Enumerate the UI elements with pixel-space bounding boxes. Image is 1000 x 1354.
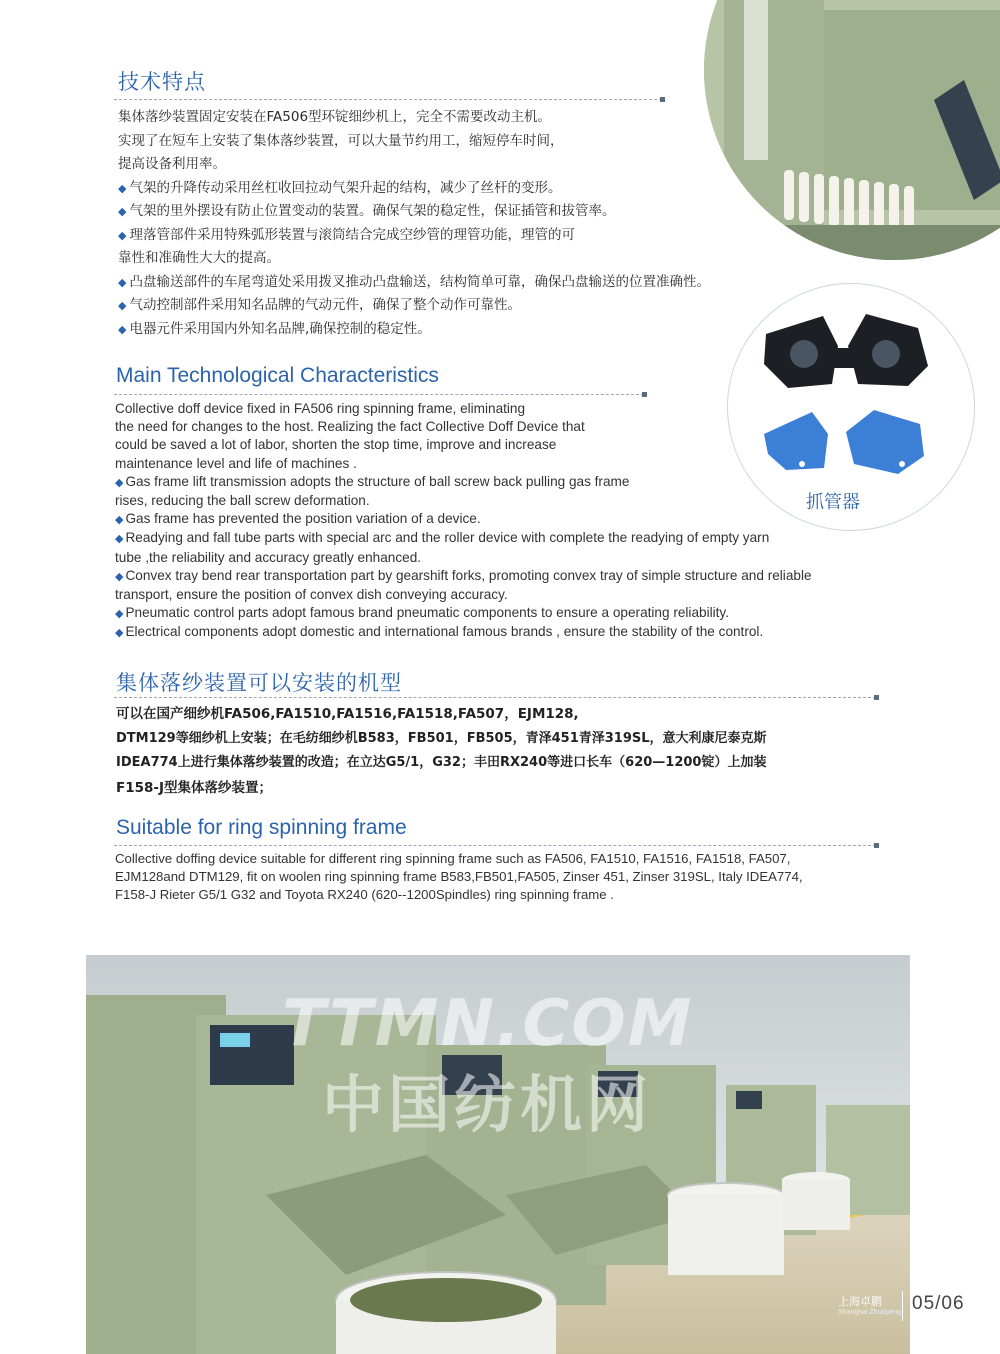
models-cn-body — [116, 702, 896, 800]
models-en-line: Collective doffing device suitable for different ring spinning frame such as FA506, FA1510, FA1516, FA1518, FA507, — [115, 851, 791, 866]
tech-en-line: transport, ensure the position of convex dish conveying accuracy. — [115, 587, 508, 603]
models-cn-line: F158-J型集体落纱装置； — [116, 779, 273, 796]
models-cn-line: 可以在国产细纱机FA506,FA1510,FA1516,FA1518,FA507，EJM128, — [116, 706, 579, 722]
models-en-body — [115, 850, 905, 905]
rule-dot — [874, 843, 879, 848]
footer-company-cn: 上海卓鹏 — [838, 1295, 882, 1308]
models-cn-line: IDEA774上进行集体落纱装置的改造；在立达G5/1，G32；丰田RX240等进口长车（620—1200锭）上加装 — [116, 755, 767, 770]
title-rule — [114, 394, 644, 395]
tech-en-line: ◆ Gas frame has prevented the position variation of a device. — [115, 511, 481, 527]
section-title-tech-en: Main Technological Characteristics — [116, 364, 439, 387]
tech-en-line: ◆ Convex tray bend rear transportation part by gearshift forks, promoting convex tray of simple structure and reliable — [115, 567, 812, 583]
section-title-models-cn: 集体落纱装置可以安装的机型 — [116, 671, 402, 695]
diamond-bullet-icon: ◆ — [118, 181, 127, 195]
section-title-models-en: Suitable for ring spinning frame — [116, 816, 407, 839]
tech-en-intro-1: Collective doff device fixed in FA506 ring spinning frame, eliminating — [115, 401, 526, 416]
diamond-bullet-icon: ◆ — [115, 476, 124, 489]
diamond-bullet-icon: ◆ — [115, 533, 124, 546]
tech-cn-bullet: ◆ 理落管部件采用特殊弧形装置与滚筒结合完成空纱管的理管功能，理管的可 — [118, 226, 575, 243]
title-rule — [114, 99, 662, 100]
models-cn-line: DTM129等细纱机上安装；在毛纺细纱机B583，FB501，FB505，青泽451青泽319SL，意大利康尼泰克斯 — [116, 730, 767, 746]
tech-cn-bullet-cont: 靠性和准确性大大的提高。 — [118, 250, 280, 266]
diamond-bullet-icon: ◆ — [118, 228, 127, 242]
diamond-bullet-icon: ◆ — [115, 514, 124, 527]
tech-en-line: ◆ Pneumatic control parts adopt famous brand pneumatic components to ensure a operating reliability. — [115, 605, 729, 621]
tech-en-lines — [115, 473, 885, 643]
tech-en-intro-2: the need for changes to the host. Realizing the fact Collective Doff Device that — [115, 419, 585, 435]
tech-cn-bullet: ◆ 电器元件采用国内外知名品牌,确保控制的稳定性。 — [118, 320, 431, 337]
tech-cn-intro-2: 实现了在短车上安装了集体落纱装置，可以大量节约用工，缩短停车时间， — [118, 132, 564, 149]
diamond-bullet-icon: ◆ — [118, 299, 127, 312]
tech-cn-intro-1: 集体落纱装置固定安装在FA506型环锭细纱机上，完全不需要改动主机。 — [118, 109, 552, 125]
models-en-line: F158-J Rieter G5/1 G32 and Toyota RX240 (620--1200Spindles) ring spinning frame . — [115, 887, 614, 903]
diamond-bullet-icon: ◆ — [115, 608, 124, 621]
watermark-cn: 中国纺机网 — [322, 1068, 653, 1141]
watermark-domain: TTMN.COM — [282, 987, 694, 1061]
page-number: 05/06 — [912, 1293, 965, 1314]
tech-cn-bullet: ◆ 凸盘输送部件的车尾弯道处采用拨叉推动凸盘输送，结构简单可靠，确保凸盘输送的位置准确性。 — [118, 273, 710, 290]
diamond-bullet-icon: ◆ — [118, 322, 127, 336]
tech-en-line: ◆ Gas frame lift transmission adopts the structure of ball screw back pulling gas frame — [115, 473, 630, 489]
section-title-tech-cn: 技术特点 — [118, 70, 206, 94]
diamond-bullet-icon: ◆ — [118, 205, 127, 218]
factory-photo — [86, 955, 910, 1354]
tech-cn-bullet: ◆ 气架的升降传动采用丝杠收回拉动气架升起的结构，减少了丝杆的变形。 — [118, 179, 562, 196]
gripper-caption: 抓管器 — [806, 492, 860, 513]
diamond-bullet-icon: ◆ — [118, 275, 127, 289]
tech-en-line: ◆ Readying and fall tube parts with special arc and the roller device with complete the readying of empty yarn — [115, 530, 770, 546]
tech-cn-intro-3: 提高设备利用率。 — [118, 156, 226, 172]
tech-en-line: tube ,the reliability and accuracy greatly enhanced. — [115, 549, 422, 565]
rule-dot — [642, 392, 647, 397]
footer-divider — [902, 1291, 903, 1321]
tech-cn-bullet: ◆ 气架的里外摆设有防止位置变动的装置。确保气架的稳定性，保证插管和拔管率。 — [118, 203, 616, 219]
tech-cn-body — [118, 106, 758, 341]
tech-cn-bullet: ◆ 气动控制部件采用知名品牌的气动元件，确保了整个动作可靠性。 — [118, 297, 521, 313]
rule-dot — [874, 695, 879, 700]
title-rule — [114, 697, 876, 698]
tech-en-intro-3: could be saved a lot of labor, shorten the stop time, improve and increase — [115, 437, 557, 453]
rule-dot — [660, 97, 665, 102]
title-rule — [114, 845, 876, 846]
footer-company-en: Shanghai Zhuopeng — [838, 1309, 902, 1316]
diamond-bullet-icon: ◆ — [115, 627, 124, 640]
tech-en-line: rises, reducing the ball screw deformation. — [115, 493, 370, 509]
diamond-bullet-icon: ◆ — [115, 570, 124, 583]
models-en-line: EJM128and DTM129, fit on woolen ring spinning frame B583,FB501,FA505, Zinser 451, Zinser 319SL, Italy IDEA774, — [115, 869, 803, 885]
tech-en-intro-4: maintenance level and life of machines . — [115, 455, 357, 471]
tech-en-line: ◆ Electrical components adopt domestic and international famous brands , ensure the stability of the control. — [115, 624, 764, 640]
tech-en-body — [115, 400, 885, 643]
